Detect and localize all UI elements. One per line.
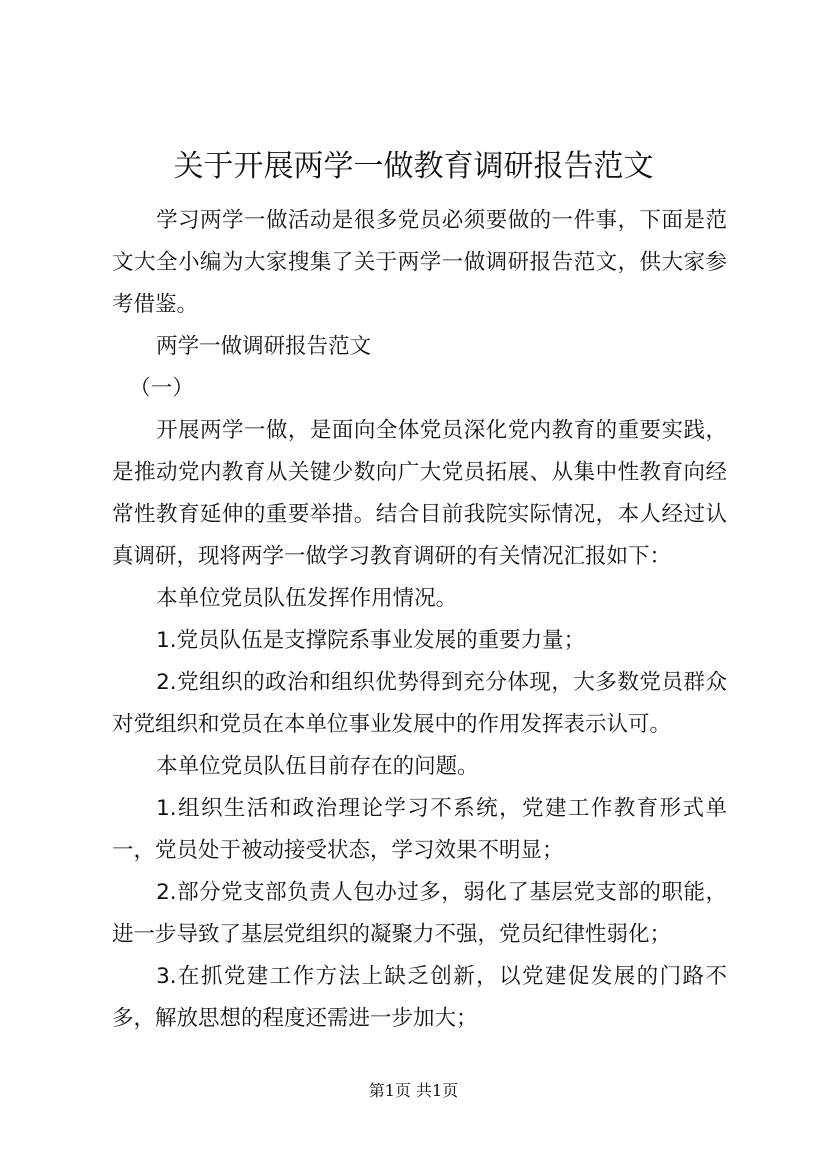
page-footer: 第1页 共1页 [368,1081,459,1100]
list-item: 1.党员队伍是支撑院系事业发展的重要力量； [156,628,586,653]
list-item: 2.部分党支部负责人包办过多，弱化了基层党支部的职能，进一步导致了基层党组织的凝聚力不强，党员纪律性弱化； [112,880,727,947]
intro-paragraph: 学习两学一做活动是很多党员必须要做的一件事，下面是范文大全小编为大家搜集了关于两学一做调研报告范文，供大家参考借鉴。 [112,208,727,317]
list-item: 2.党组织的政治和组织优势得到充分体现，大多数党员群众对党组织和党员在本单位事业发展中的作用发挥表示认可。 [112,670,727,737]
section-heading: 两学一做调研报告范文 [156,334,372,359]
document-title: 关于开展两学一做教育调研报告范文 [173,149,654,184]
subheading-problems: 本单位党员队伍目前存在的问题。 [156,754,479,779]
subheading-role: 本单位党员队伍发挥作用情况。 [156,586,458,611]
body-paragraph: 开展两学一做，是面向全体党员深化党内教育的重要实践，是推动党内教育从关键少数向广大党员拓展、从集中性教育向经常性教育延伸的重要举措。结合目前我院实际情况，本人经过认真调研，现将两学一做学习教育调研的有关情况汇报如下： [112,418,727,569]
section-number: （一） [129,376,194,401]
document-body [112,200,727,1040]
list-item: 3.在抓党建工作方法上缺乏创新，以党建促发展的门路不多，解放思想的程度还需进一步加大； [112,964,727,1031]
list-item: 1.组织生活和政治理论学习不系统，党建工作教育形式单一，党员处于被动接受状态，学习效果不明显； [112,796,727,863]
